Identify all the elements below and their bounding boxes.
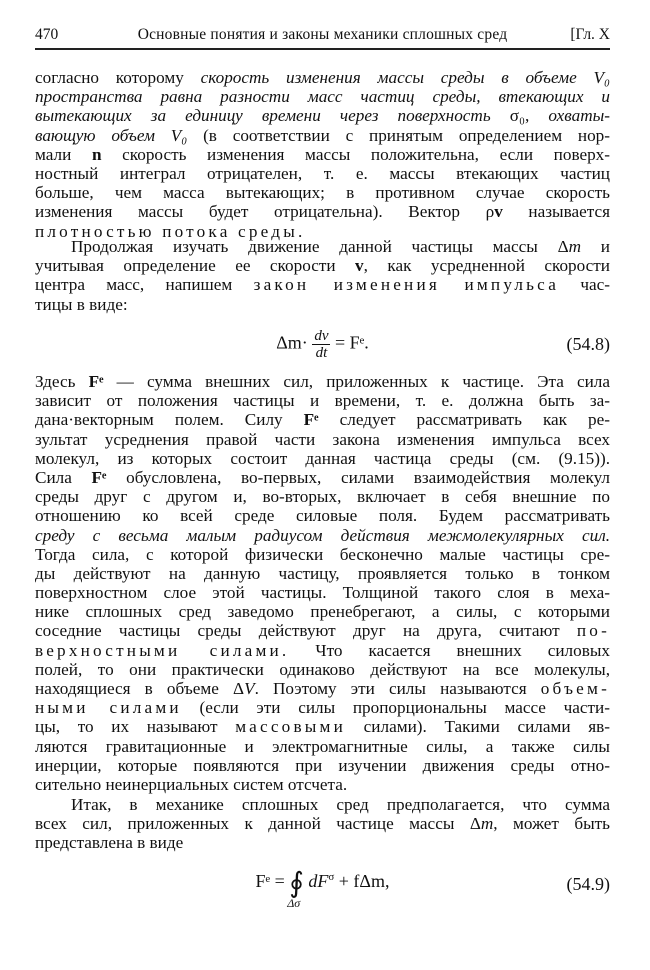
bold-symbol: v bbox=[355, 256, 364, 276]
text-line bbox=[35, 621, 610, 640]
text-run: Тогда сила, с которой физически бесконечно малые частицы сре- bbox=[35, 544, 610, 564]
text-run: Продолжая изучать движение данной частицы массы Δ bbox=[71, 237, 569, 256]
bold-symbol: v bbox=[494, 202, 503, 222]
text-line bbox=[35, 145, 610, 164]
text-line bbox=[35, 602, 610, 621]
paragraph-2 bbox=[35, 237, 610, 314]
running-title: Основные понятия и законы механики сплошных сред bbox=[137, 26, 508, 43]
text-line bbox=[35, 183, 610, 202]
eq1-rhs: = Fᵉ. bbox=[334, 332, 369, 353]
text-run: находящиеся в объеме Δ bbox=[35, 679, 245, 698]
text-run: , может быть bbox=[493, 814, 610, 834]
text-run: молекул, из которых состоит данная частица среды (см. (9.15)). bbox=[35, 448, 610, 468]
text-line bbox=[35, 795, 610, 814]
text-run: Здесь bbox=[35, 372, 89, 391]
eq2-superscript: σ bbox=[328, 871, 335, 884]
italic-text: пространства равна разности масс частиц среды, втекающих и bbox=[35, 87, 610, 107]
text-line bbox=[35, 275, 610, 294]
text-run: поверхностном слое этой частицы. Толщиной такого слоя в меха- bbox=[35, 583, 610, 603]
bold-symbol: Fᵉ bbox=[91, 467, 107, 487]
eq2-differential: dF bbox=[308, 871, 329, 892]
text-run: зультат усреднения правой части закона изменения импульса всех bbox=[35, 429, 610, 449]
text-run: центра масс, напишем bbox=[35, 275, 254, 295]
spaced-text: закон изменения импульса bbox=[253, 275, 560, 295]
text-line bbox=[35, 68, 610, 87]
text-line bbox=[35, 202, 610, 221]
text-run: силами). Такими силами яв- bbox=[346, 717, 610, 737]
text-line bbox=[35, 756, 610, 775]
text-run: зависит от положения частицы и времени, т. е. должна быть за- bbox=[35, 391, 610, 411]
italic-text: среду с весьма малым радиусом действия межмолекулярных сил. bbox=[35, 525, 610, 545]
bold-symbol: Fᵉ bbox=[88, 372, 104, 391]
text-run: соседние частицы среды действуют друг на друга, считают bbox=[35, 621, 577, 641]
text-run: полей, то они практически одинаково действуют на все молекулы, bbox=[35, 659, 610, 679]
italic-text: вающую объем V₀ bbox=[35, 125, 188, 145]
running-header bbox=[35, 24, 610, 50]
text-run: ды действуют на данную частицу, проявляется только в тонком bbox=[35, 563, 610, 583]
text-line bbox=[35, 449, 610, 468]
text-line bbox=[35, 814, 610, 833]
italic-text: m bbox=[568, 237, 582, 256]
text-run: инерции, которые появляются при изучении движения среды отно- bbox=[35, 755, 610, 775]
text-run: Сила bbox=[35, 467, 92, 487]
chapter-label: [Гл. X bbox=[570, 26, 610, 43]
text-line bbox=[35, 106, 610, 125]
text-run: дана·векторным полем. Силу bbox=[35, 410, 304, 430]
text-line bbox=[35, 717, 610, 736]
text-line bbox=[35, 641, 610, 660]
text-run: мали bbox=[35, 144, 92, 164]
text-run: обусловлена, во-первых, силами взаимодействия молекул bbox=[106, 467, 610, 487]
text-run: , как усредненной скорости bbox=[363, 256, 610, 276]
text-line bbox=[35, 487, 610, 506]
eq1-number: (54.8) bbox=[566, 334, 610, 354]
text-run: нике сплошных сред заведомо пренебрегают, а силы, с которыми bbox=[35, 602, 610, 622]
eq1-fraction bbox=[312, 328, 330, 361]
text-run: ностный интеграл отрицателен, т. е. массы втекающих частиц bbox=[35, 163, 610, 183]
eq2-number: (54.9) bbox=[566, 874, 610, 894]
text-line bbox=[35, 237, 610, 256]
bold-symbol: n bbox=[91, 144, 102, 164]
text-line bbox=[35, 126, 610, 145]
text-run: называется bbox=[502, 202, 610, 222]
spaced-text: массовыми bbox=[235, 717, 346, 737]
text-run: (если эти силы пропорциональны массе части- bbox=[181, 698, 610, 718]
text-line bbox=[35, 698, 610, 717]
text-line bbox=[35, 526, 610, 545]
text-run: цы, то их называют bbox=[35, 717, 236, 737]
equation-54-9 bbox=[35, 866, 610, 910]
page-number: 470 bbox=[35, 26, 59, 43]
text-line bbox=[35, 833, 610, 852]
equation-54-8 bbox=[35, 328, 610, 361]
text-run: — сумма внешних сил, приложенных к частице. Эта сила bbox=[103, 372, 611, 391]
text-run: больше, чем масса вытекающих; в противном случае скорость bbox=[35, 183, 610, 203]
text-run: отношению ко всей среде силовые поля. Будем рассматривать bbox=[35, 506, 610, 526]
bold-symbol: Fᵉ bbox=[303, 410, 319, 430]
text-run: и bbox=[581, 237, 610, 256]
text-line bbox=[35, 775, 610, 794]
spaced-text: ными силами bbox=[35, 698, 182, 718]
text-line bbox=[35, 468, 610, 487]
text-run: . Поэтому эти силы называются bbox=[254, 679, 541, 698]
italic-text: m bbox=[480, 814, 494, 834]
eq1-denominator: dt bbox=[315, 345, 328, 361]
text-run: (в соответствии с принятым определением нор- bbox=[187, 125, 610, 145]
text-line bbox=[35, 391, 610, 410]
text-line bbox=[35, 87, 610, 106]
spaced-text: по- bbox=[576, 621, 610, 641]
text-run: скорость изменения массы положительна, если поверх- bbox=[101, 144, 610, 164]
paragraph-4 bbox=[35, 795, 610, 853]
text-run: всех сил, приложенных к данной частице массы Δ bbox=[35, 814, 481, 834]
text-line bbox=[35, 410, 610, 429]
text-line bbox=[35, 679, 610, 698]
text-line bbox=[35, 660, 610, 679]
spaced-text: объем- bbox=[540, 679, 610, 698]
text-run: согласно которому bbox=[35, 68, 201, 87]
italic-text: скорость изменения массы среды в объеме V₀ bbox=[200, 68, 610, 87]
text-run: среды друг с другом и, во-вторых, включает в себя внешние по bbox=[35, 487, 610, 507]
text-run: представлена в виде bbox=[35, 833, 184, 853]
integral-glyph: ∮ bbox=[289, 868, 304, 899]
text-line bbox=[35, 506, 610, 525]
eq1-numerator: dv bbox=[314, 328, 329, 344]
text-line bbox=[35, 256, 610, 275]
text-run: Что касается внешних силовых bbox=[289, 640, 610, 660]
text-run: ляются гравитационные и электромагнитные силы, а также силы bbox=[35, 736, 610, 756]
spaced-text: верхностными силами. bbox=[35, 640, 290, 660]
paragraph-1 bbox=[35, 68, 610, 241]
text-run: Итак, в механике сплошных сред предполагается, что сумма bbox=[71, 795, 610, 814]
text-run: следует рассматривать как ре- bbox=[318, 410, 610, 430]
text-line bbox=[35, 545, 610, 564]
text-line bbox=[35, 372, 610, 391]
text-run: изменения массы будет отрицательна). Вектор ρ bbox=[35, 202, 495, 222]
text-line bbox=[35, 295, 610, 314]
eq2-subscript: Δσ bbox=[287, 896, 301, 910]
contour-integral-sign bbox=[287, 866, 304, 910]
text-line bbox=[35, 737, 610, 756]
text-run: учитывая определение ее скорости bbox=[35, 256, 356, 276]
eq2-lhs: Fᵉ = bbox=[255, 871, 285, 892]
text-run: час- bbox=[559, 275, 610, 295]
text-run: тицы в виде: bbox=[35, 294, 128, 314]
italic-text: V bbox=[244, 679, 255, 698]
text-run: сительно неинерциальных систем отсчета. bbox=[35, 774, 348, 794]
text-line bbox=[35, 564, 610, 583]
text-run: σ₀, bbox=[509, 106, 549, 126]
text-line bbox=[35, 164, 610, 183]
italic-text: охваты- bbox=[548, 106, 610, 126]
spaced-text: плотностью потока среды. bbox=[35, 221, 306, 241]
text-line bbox=[35, 430, 610, 449]
eq1-lhs: Δm· bbox=[276, 332, 308, 353]
italic-text: вытекающих за единицу времени через поверхность bbox=[35, 106, 510, 126]
text-line bbox=[35, 583, 610, 602]
eq2-rest: + fΔm, bbox=[338, 871, 390, 892]
paragraph-3 bbox=[35, 372, 610, 794]
